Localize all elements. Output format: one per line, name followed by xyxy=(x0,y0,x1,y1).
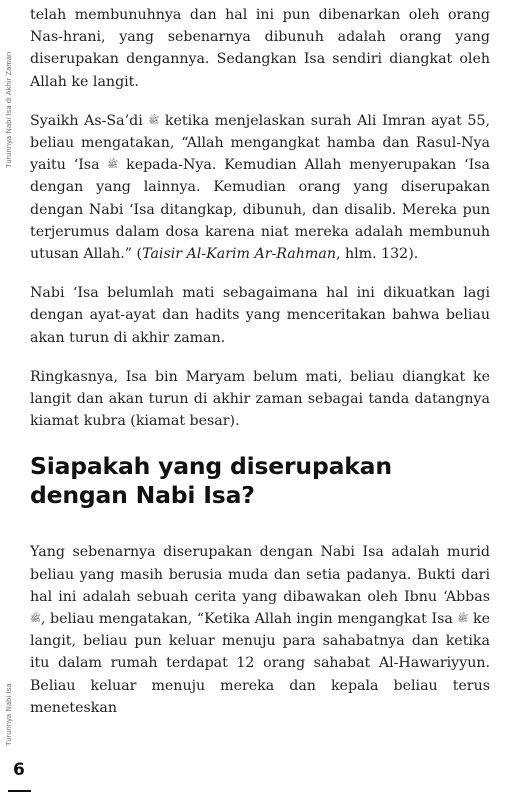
paragraph-2-part-c: kepada-Nya. Kemudian Allah menyerupakan ‘Isa dengan yang lainnya. Kemudian orang yang diserupakan dengan Nabi ‘Isa ditangkap, dibunuh, dan disalib. Mereka pun terjerumus dalam dosa karena niat mereka adalah membunuh utusan Allah.” ( xyxy=(30,157,490,263)
paragraph-4: Ringkasnya, Isa bin Maryam belum mati, beliau diangkat ke langit dan akan turun di akhir zaman sebagai tanda datangnya kiamat kubra (kiamat besar). xyxy=(30,368,490,430)
page-number-rule xyxy=(8,790,31,792)
paragraph-2-part-b: ketika menjelaskan surah Ali Imran ayat 55, beliau mengatakan, “Allah mengangkat hamba dan Rasul-Nya yaitu ‘Isa xyxy=(30,112,490,174)
paragraph-1: telah membunuhnya dan hal ini pun dibenarkan oleh orang Nas-hrani, yang sebenarnya dibunuh adalah orang yang diserupakan dengannya. Sedangkan Isa sendiri diangkat oleh Allah ke langit. xyxy=(30,7,490,90)
paragraph-3: Nabi ‘Isa belumlah mati sebagaimana hal ini dikuatkan lagi dengan ayat-ayat dan hadits yang menceritakan bahwa beliau akan turun di akhir zaman. xyxy=(30,285,490,346)
running-head-top: Turunnya Nabi Isa di Akhir Zaman xyxy=(4,51,13,168)
honorific-glyph: ﷺ xyxy=(30,614,41,625)
paragraph-2 xyxy=(30,110,490,265)
paragraph-5-part-b: , beliau mengatakan, “Ketika Allah ingin mengangkat Isa xyxy=(40,611,453,628)
paragraph-5-part-a: Yang sebenarnya diserupakan dengan Nabi Isa adalah murid beliau yang masih berusia muda dan setia padanya. Bukti dari hal ini adalah sebuah cerita yang dibawakan oleh Ibnu ‘Abbas xyxy=(30,544,490,605)
section-heading: Siapakah yang diserupakan dengan Nabi Isa? xyxy=(30,452,392,510)
paragraph-5 xyxy=(30,541,490,719)
honorific-glyph: ﷺ xyxy=(148,115,160,126)
citation-title: Taisir Al-Karim Ar-Rahman xyxy=(142,246,336,263)
page-body xyxy=(30,4,490,719)
page-number: 6 xyxy=(13,760,25,780)
running-head-bottom: Turunnya Nabi Isa xyxy=(4,683,13,746)
paragraph-5-part-c: ke langit, beliau pun keluar menuju para sahabatnya dan ketika itu dalam rumah terdapat 12 orang sahabat Al-Hawariyyun. Beliau keluar menuju mereka dan kepala beliau terus meneteskan xyxy=(30,611,490,716)
honorific-glyph: ﷺ xyxy=(457,614,469,625)
honorific-glyph: ﷺ xyxy=(107,160,119,171)
paragraph-2-part-a: Syaikh As-Sa’di xyxy=(30,112,143,129)
paragraph-2-part-d: , hlm. 132). xyxy=(335,246,419,263)
